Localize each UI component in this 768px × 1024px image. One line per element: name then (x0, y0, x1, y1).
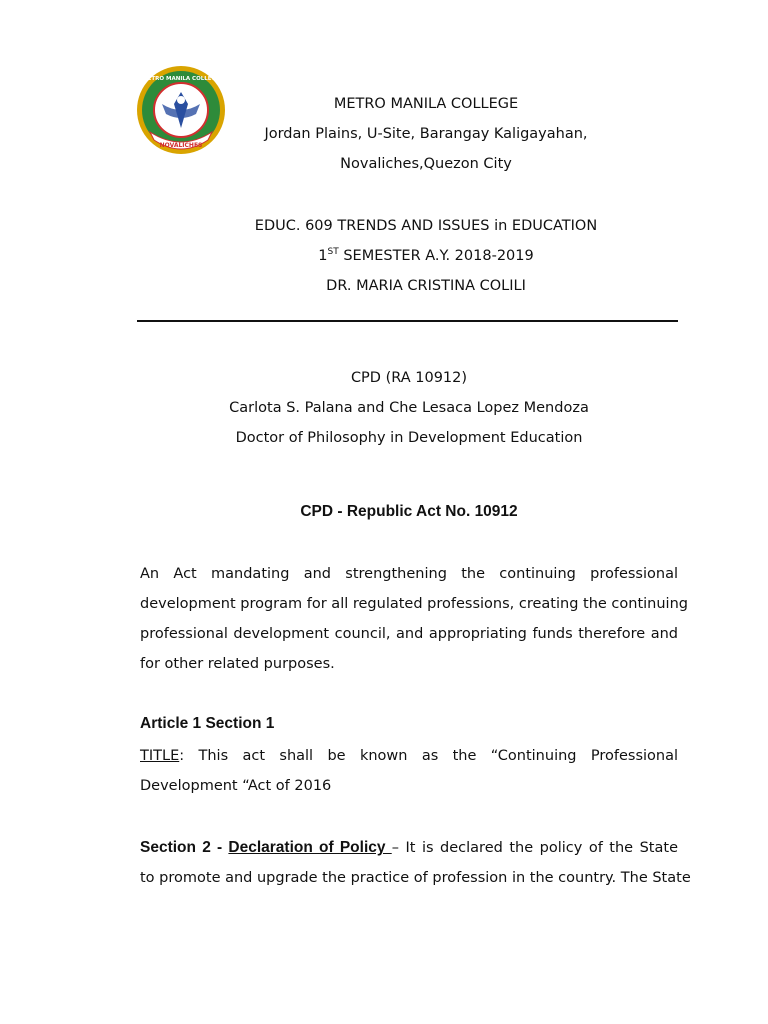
section2-text: – It is declared the policy of the State (391, 840, 678, 856)
intro-line: professional development council, and appropriating funds therefore and (140, 626, 678, 642)
section2-line2: to promote and upgrade the practice of profession in the country. The State (140, 870, 691, 886)
section2-line (140, 838, 678, 858)
semester-number: 1 (318, 248, 328, 264)
college-name: METRO MANILA COLLEGE (333, 96, 519, 112)
section-heading: CPD - Republic Act No. 10912 (300, 503, 518, 520)
header-divider (137, 320, 678, 322)
semester-line (228, 246, 624, 266)
title-text: : This act shall be known as the “Continuing Professional (179, 748, 678, 764)
title-label: TITLE (140, 748, 180, 764)
declaration-of-policy: Declaration of Policy (228, 839, 392, 856)
course-title: EDUC. 609 TRENDS AND ISSUES in EDUCATION (254, 218, 598, 234)
semester-suffix: ST (327, 247, 339, 258)
instructor-name: DR. MARIA CRISTINA COLILI (326, 278, 526, 294)
intro-line: development program for all regulated professions, creating the continuing (140, 596, 688, 612)
seal-ring-text: METRO MANILA COLLEGE (142, 76, 220, 82)
section2-label: Section 2 - (140, 839, 229, 856)
college-address-line1: Jordan Plains, U-Site, Barangay Kaligayahan, (264, 126, 588, 142)
article1-title-line2: Development “Act of 2016 (140, 778, 332, 794)
college-address-line2: Novaliches,Quezon City (340, 156, 512, 172)
intro-line: for other related purposes. (140, 656, 335, 672)
article1-title-line (140, 746, 678, 766)
intro-line: An Act mandating and strengthening the continuing professional (140, 566, 678, 582)
topic-degree: Doctor of Philosophy in Development Education (235, 430, 583, 446)
topic-authors: Carlota S. Palana and Che Lesaca Lopez Mendoza (229, 400, 589, 416)
seal-band-text: NOVALICHES (159, 142, 203, 149)
semester-text: SEMESTER A.Y. 2018-2019 (338, 248, 534, 264)
topic-title: CPD (RA 10912) (350, 370, 468, 386)
college-seal-icon (136, 64, 226, 160)
article1-heading: Article 1 Section 1 (140, 715, 275, 732)
